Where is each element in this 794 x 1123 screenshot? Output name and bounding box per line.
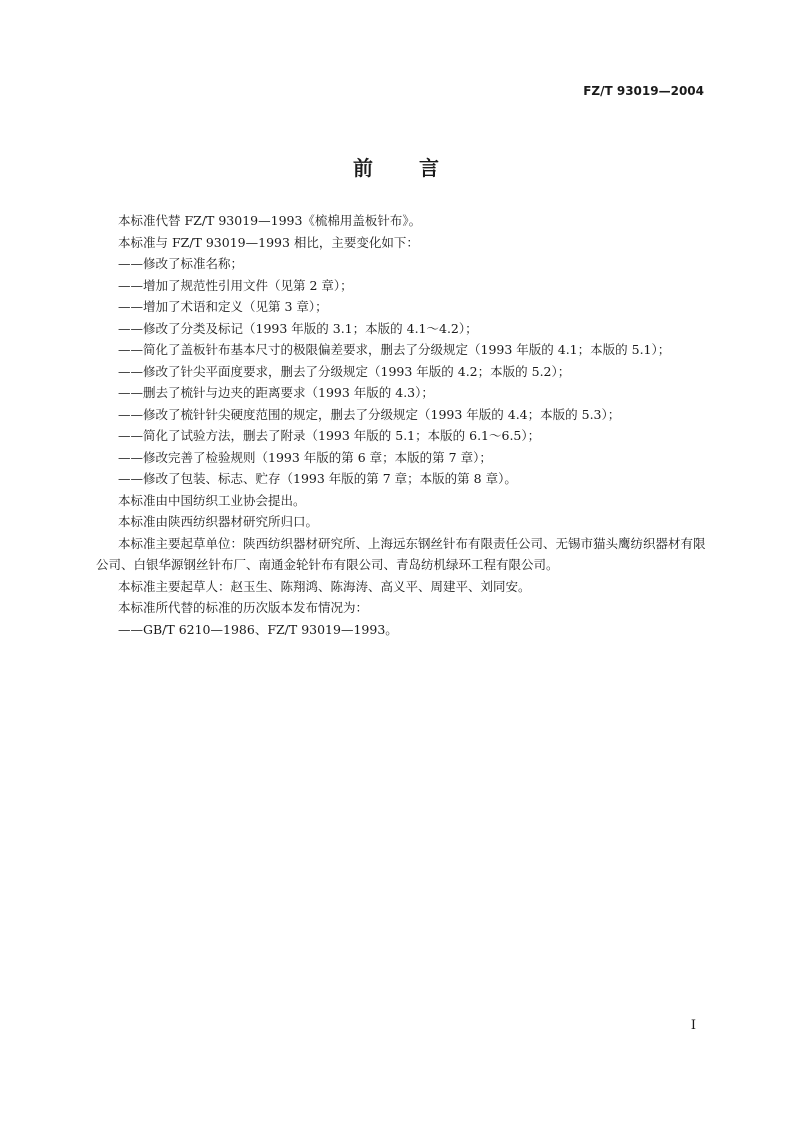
standard-number: FZ/T 93019—2004 [583, 84, 704, 98]
change-item: ——增加了规范性引用文件（见第 2 章）； [118, 277, 353, 293]
change-item: ——删去了梳针与边夹的距离要求（1993 年版的 4.3）； [118, 385, 434, 400]
change-item: ——修改了标准名称； [118, 256, 244, 271]
history-item: ——GB/T 6210—1986、FZ/T 93019—1993。 [118, 621, 398, 637]
paragraph-replaces: 本标准代替 FZ/T 93019—1993《梳棉用盖板针布》。 [118, 213, 422, 228]
change-item: ——修改了包装、标志、贮存（1993 年版的第 7 章；本版的第 8 章）。 [118, 471, 517, 486]
paragraph-drafters: 本标准主要起草人：赵玉生、陈翔鸿、陈海涛、高义平、周建平、刘同安。 [118, 578, 531, 594]
title-char-1: 前 [353, 156, 375, 180]
change-item: ——修改了梳针针尖硬度范围的规定，删去了分级规定（1993 年版的 4.4；本版的 5.3）； [118, 406, 621, 422]
page-title [0, 152, 794, 181]
paragraph-drafting-units: 本标准主要起草单位：陕西纺织器材研究所、上海远东钢丝针布有限责任公司、无锡市猫头鹰纺织器材有限公司、白银华源钢丝针布厂、南通金轮针布有限公司、青岛纺机绿环工程有限公司。 [96, 535, 706, 572]
change-item: ——修改了分类及标记（1993 年版的 3.1；本版的 4.1～4.2）； [118, 320, 478, 336]
page-number: I [690, 1018, 696, 1033]
paragraph-changes-intro: 本标准与 FZ/T 93019—1993 相比，主要变化如下： [118, 234, 419, 250]
paragraph-proposed-by: 本标准由中国纺织工业协会提出。 [118, 492, 306, 508]
title-char-2: 言 [419, 156, 441, 180]
change-item: ——修改了针尖平面度要求，删去了分级规定（1993 年版的 4.2；本版的 5.2）； [118, 363, 571, 379]
change-item: ——简化了盖板针布基本尺寸的极限偏差要求，删去了分级规定（1993 年版的 4.1；本版的 5.1）； [118, 342, 671, 357]
change-item: ——修改完善了检验规则（1993 年版的第 6 章；本版的第 7 章）； [118, 449, 492, 465]
change-item: ——简化了试验方法，删去了附录（1993 年版的 5.1；本版的 6.1～6.5）； [118, 428, 541, 443]
paragraph-history-intro: 本标准所代替的标准的历次版本发布情况为： [118, 600, 369, 615]
paragraph-managed-by: 本标准由陕西纺织器材研究所归口。 [118, 514, 319, 529]
change-item: ——增加了术语和定义（见第 3 章）； [118, 299, 328, 314]
foreword-body [96, 210, 708, 640]
